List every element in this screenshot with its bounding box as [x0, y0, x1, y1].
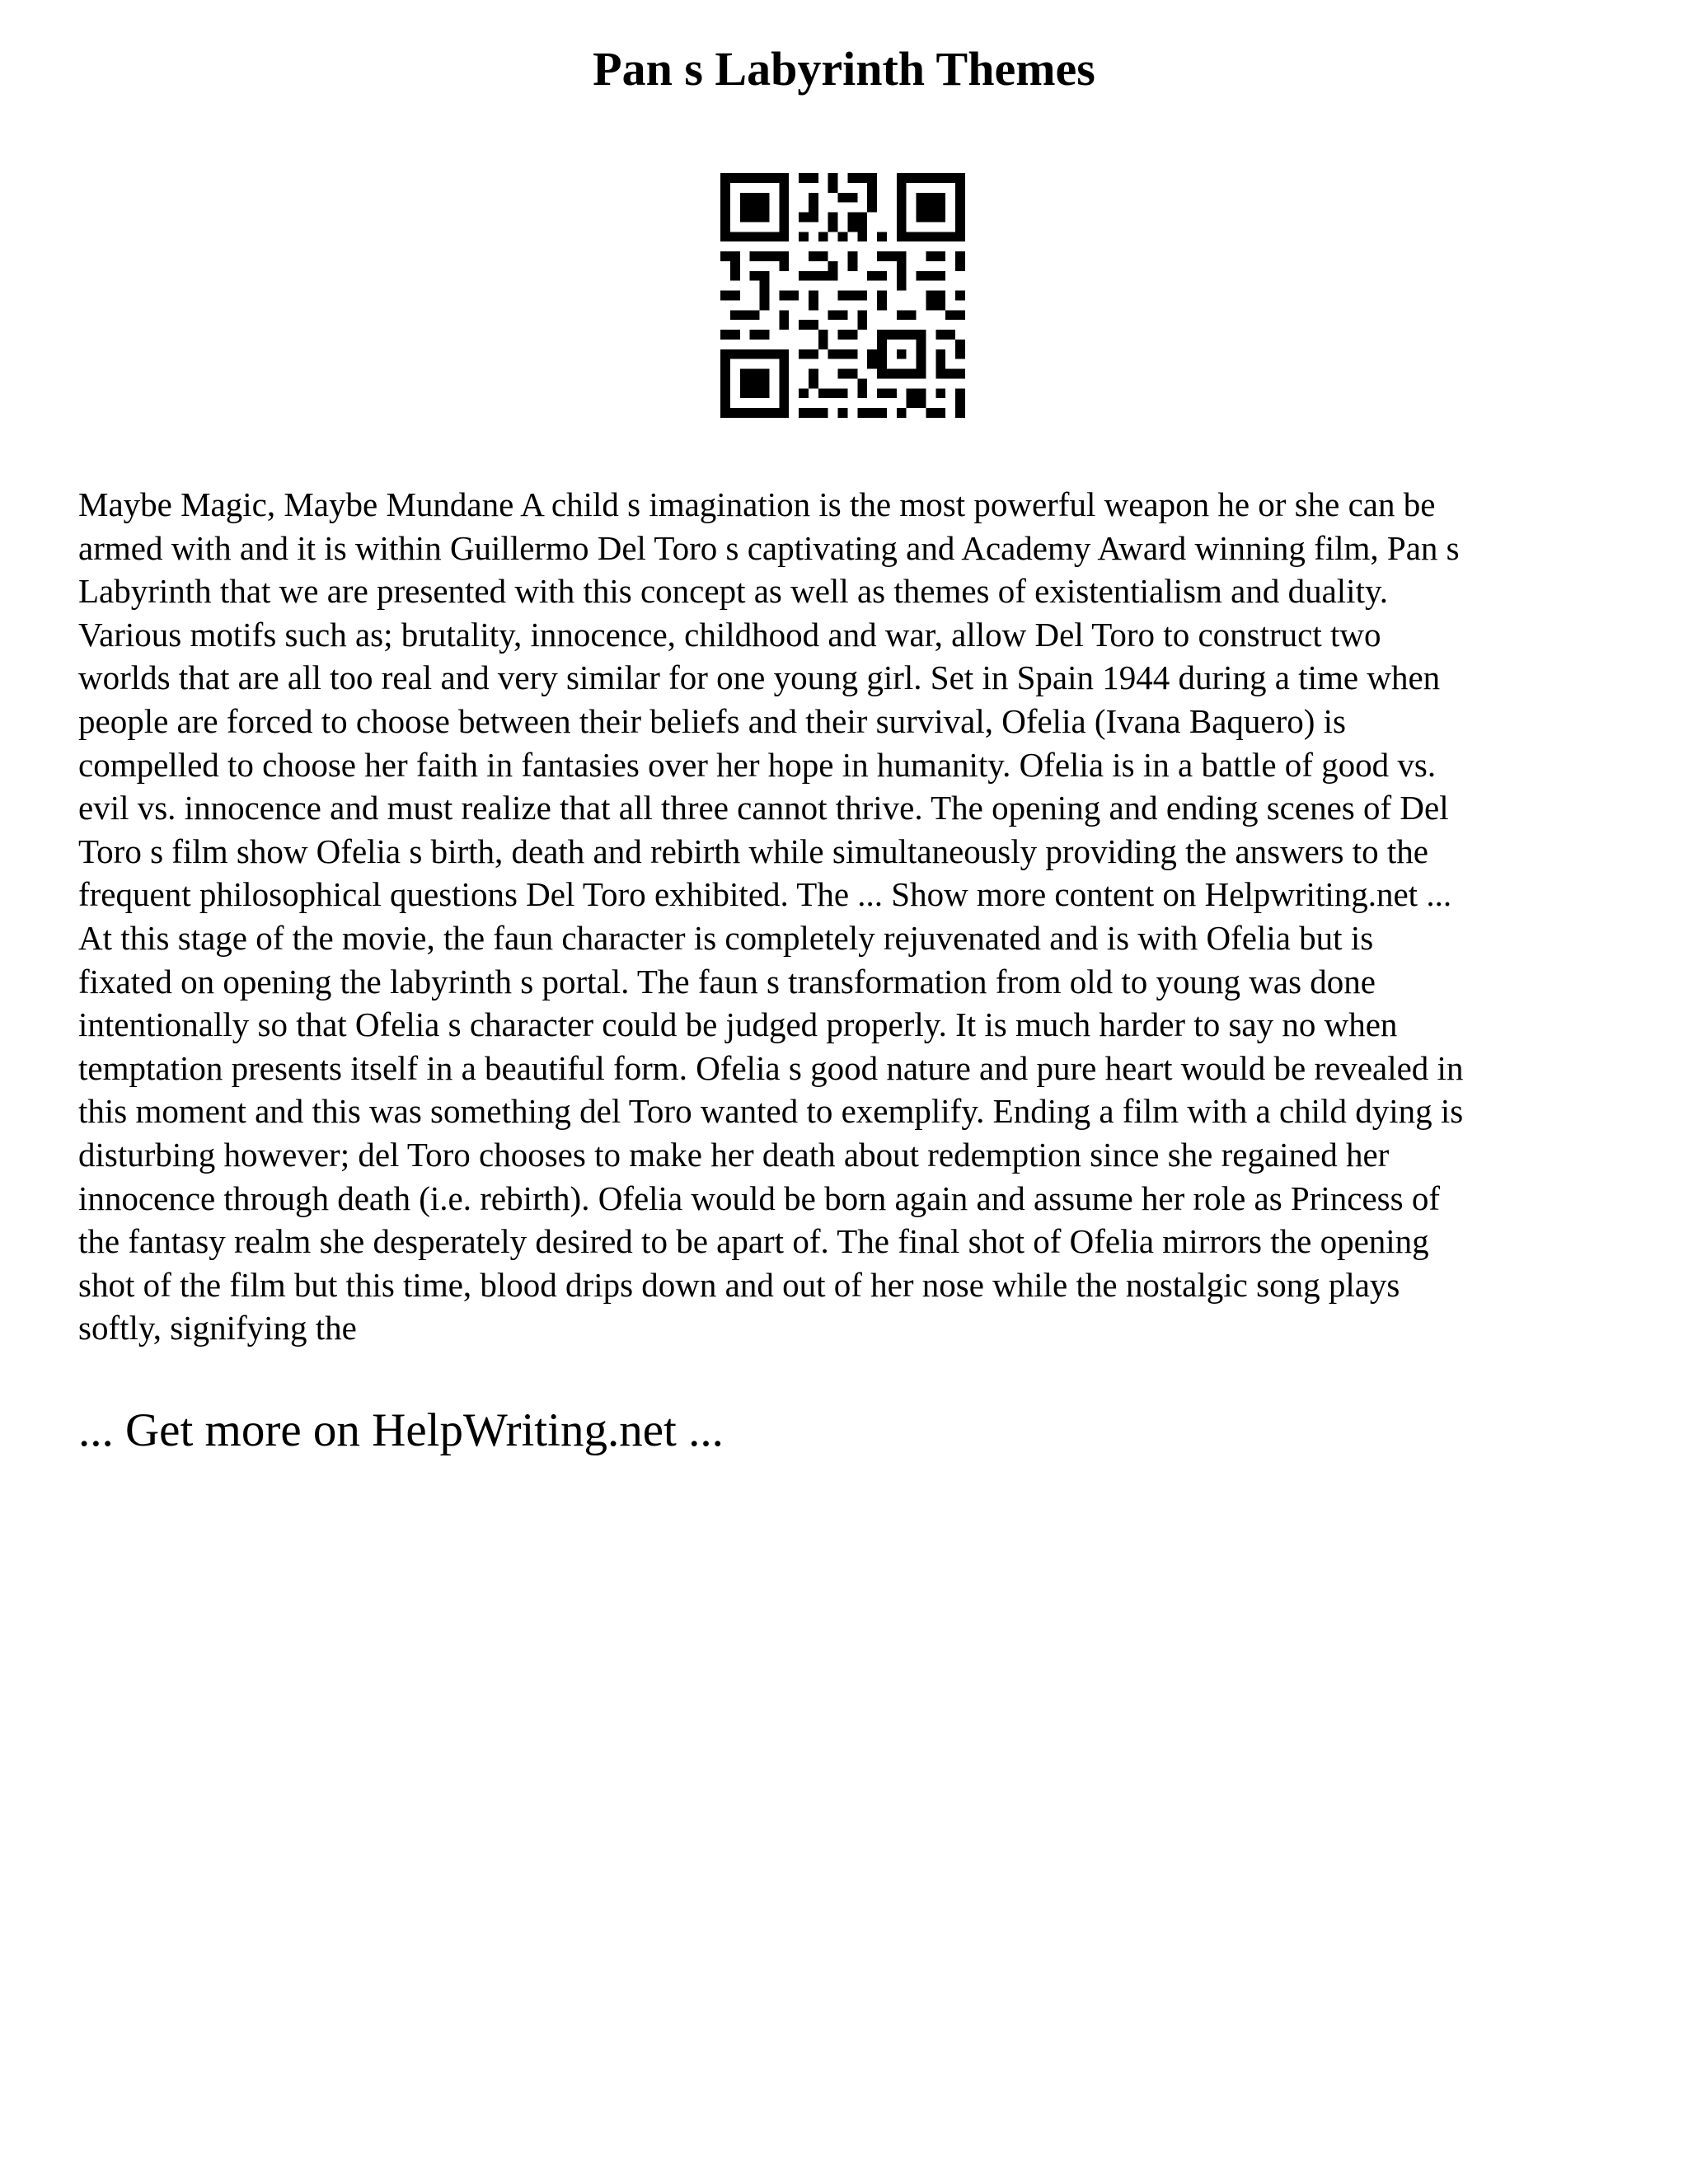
page-title: Pan s Labyrinth Themes [593, 42, 1095, 96]
get-more-link[interactable]: ... Get more on HelpWriting.net ... [78, 1404, 724, 1456]
article-body: Maybe Magic, Maybe Mundane A child s imagination is the most powerful weapon he or she can be armed with and it is within Guillermo Del Toro s captivating and Academy Award winning film, Pan s Labyrinth that we are presented with this concept as well as themes of existentialism and duality. Various motifs such as; brutality, innocence, childhood and war, allow Del Toro to construct two worlds that are all too real and very similar for one young girl. Set in Spain 1944 during a time when people are forced to choose between their beliefs and their survival, Ofelia (Ivana Baquero) is compelled to choose her faith in fantasies over her hope in humanity. Ofelia is in a battle of good vs. evil vs. innocence and must realize that all three cannot thrive. The opening and ending scenes of Del Toro s film show Ofelia s birth, death and rebirth while simultaneously providing the answers to the frequent philosophical questions Del Toro exhibited. The ... Show more content on Helpwriting.net ... At this stage of the movie, the faun character is completely rejuvenated and is with Ofelia but is fixated on opening the labyrinth s portal. The faun s transformation from old to young was done intentionally so that Ofelia s character could be judged properly. It is much harder to say no when temptation presents itself in a beautiful form. Ofelia s good nature and pure heart would be revealed in this moment and this was something del Toro wanted to exemplify. Ending a film with a child dying is disturbing however; del Toro chooses to make her death about redemption since she regained her innocence through death (i.e. rebirth). Ofelia would be born again and assume her role as Princess of the fantasy realm she desperately desired to be apart of. The final shot of Ofelia mirrors the opening shot of the film but this time, blood drips down and out of her nose while the nostalgic song plays softly, signifying the [78, 485, 1464, 1347]
qr-code [720, 173, 965, 418]
qr-code-image [720, 173, 965, 418]
